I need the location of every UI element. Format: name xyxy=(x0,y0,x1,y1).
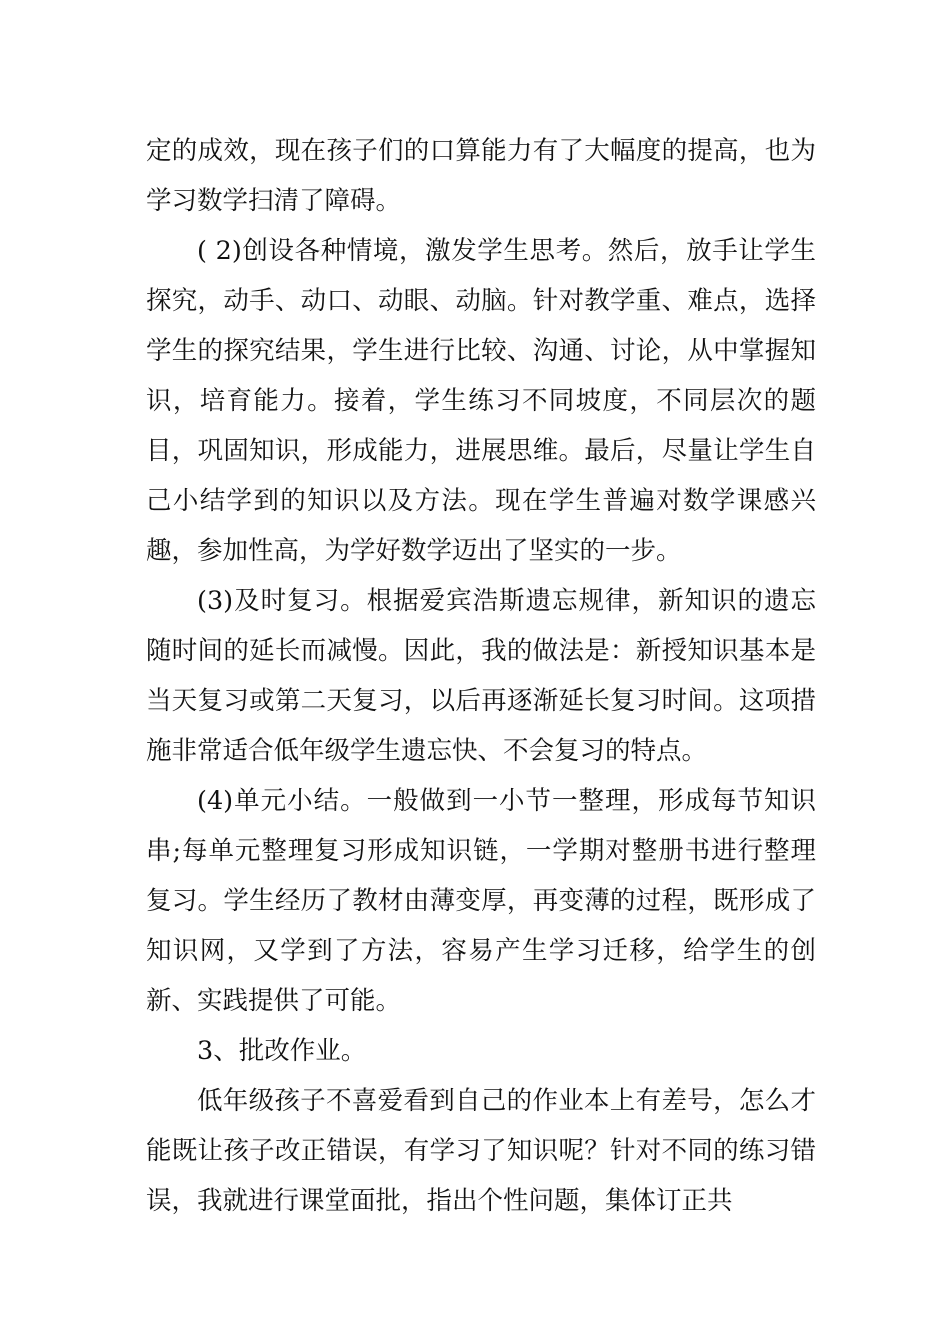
paragraph-item-4: (4)单元小结。一般做到一小节一整理，形成每节知识串;每单元整理复习形成知识链，一学期对整册书进行整理复习。学生经历了教材由薄变厚，再变薄的过程，既形成了知识网，又学到了方法，容易产生学习迁移，给学生的创新、实践提供了可能。 xyxy=(146,786,816,1016)
paragraph-homework: 低年级孩子不喜爱看到自己的作业本上有差号，怎么才能既让孩子改正错误，有学习了知识呢？针对不同的练习错误，我就进行课堂面批，指出个性问题，集体订正共 xyxy=(146,1086,816,1216)
paragraph-continuation: 定的成效，现在孩子们的口算能力有了大幅度的提高，也为学习数学扫清了障碍。 xyxy=(146,136,816,216)
paragraph-item-2: ( 2)创设各种情境，激发学生思考。然后，放手让学生探究，动手、动口、动眼、动脑。针对教学重、难点，选择学生的探究结果，学生进行比较、沟通、讨论，从中掌握知识，培育能力。接着，学生练习不同坡度，不同层次的题目，巩固知识，形成能力，进展思维。最后，尽量让学生自己小结学到的知识以及方法。现在学生普遍对数学课感兴趣，参加性高，为学好数学迈出了坚实的一步。 xyxy=(146,236,816,566)
section-heading-3: 3、批改作业。 xyxy=(197,1036,367,1066)
paragraph-item-3: (3)及时复习。根据爱宾浩斯遗忘规律，新知识的遗忘随时间的延长而减慢。因此，我的做法是：新授知识基本是当天复习或第二天复习，以后再逐渐延长复习时间。这项措施非常适合低年级学生遗忘快、不会复习的特点。 xyxy=(146,586,816,766)
document-body xyxy=(146,126,816,1226)
